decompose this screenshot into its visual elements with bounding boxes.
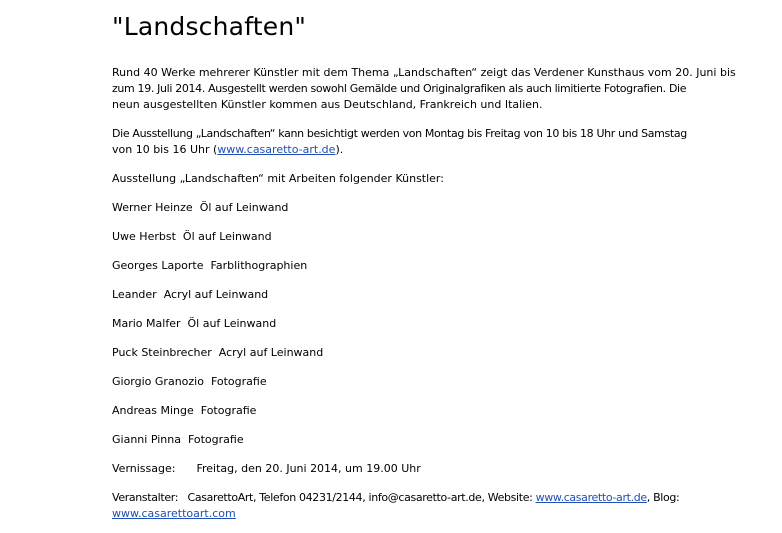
artist-medium: Acryl auf Leinwand — [163, 288, 269, 301]
intro-line-1: Rund 40 Werke mehrerer Künstler mit dem Thema „Landschaften“ zeigt das Verdener Kunsthaus vom 20. Juni bis — [112, 66, 736, 79]
hours-text: von 10 bis 16 Uhr ( — [112, 143, 218, 156]
intro-line-3: neun ausgestellten Künstler kommen aus Deutschland, Frankreich und Italien. — [112, 98, 543, 111]
intro-line-2: zum 19. Juli 2014. Ausgestellt werden sowohl Gemälde und Originalgrafiken als auch limitierte Fotografien. Die — [112, 82, 687, 95]
artist-item — [112, 432, 244, 448]
artist-name: Gianni Pinna — [112, 433, 181, 446]
artist-medium: Fotografie — [200, 404, 257, 417]
artist-item — [112, 229, 272, 245]
artist-name: Andreas Minge — [112, 404, 194, 417]
page-title: "Landschaften" — [112, 12, 307, 41]
organizer-website-link[interactable]: www.casaretto-art.de — [535, 491, 647, 504]
artist-item — [112, 258, 307, 274]
artist-medium: Fotografie — [210, 375, 267, 388]
organizer-value: CasarettoArt, Telefon 04231/2144, info@casaretto-art.de, Website: — [187, 491, 536, 504]
artist-medium: Öl auf Leinwand — [199, 201, 289, 214]
organizer-line-2 — [112, 506, 236, 522]
artist-name: Mario Malfer — [112, 317, 181, 330]
artist-item — [112, 287, 268, 303]
artist-medium: Öl auf Leinwand — [182, 230, 272, 243]
artist-name: Werner Heinze — [112, 201, 193, 214]
artists-heading: Ausstellung „Landschaften“ mit Arbeiten folgender Künstler: — [112, 172, 444, 185]
artist-name: Leander — [112, 288, 157, 301]
casaretto-website-link[interactable]: www.casaretto-art.de — [217, 143, 336, 156]
artist-name: Georges Laporte — [112, 259, 204, 272]
hours-line-1: Die Ausstellung „Landschaften“ kann besichtigt werden von Montag bis Freitag von 10 bis 18 Uhr und Samstag — [112, 127, 687, 140]
artist-name: Uwe Herbst — [112, 230, 176, 243]
artist-name: Giorgio Granozio — [112, 375, 204, 388]
blog-label: , Blog: — [646, 491, 680, 504]
organizer-line-1 — [112, 490, 679, 506]
artist-item — [112, 200, 288, 216]
artist-medium: Fotografie — [187, 433, 244, 446]
artist-medium: Öl auf Leinwand — [187, 317, 277, 330]
artist-item — [112, 345, 323, 361]
organizer-label: Veranstalter: — [112, 491, 179, 504]
hours-text-end: ). — [335, 143, 344, 156]
artist-medium: Acryl auf Leinwand — [218, 346, 324, 359]
artist-medium: Farblithographien — [210, 259, 308, 272]
vernissage-label: Vernissage: — [112, 462, 176, 475]
vernissage-value: Freitag, den 20. Juni 2014, um 19.00 Uhr — [196, 462, 421, 475]
artist-item — [112, 403, 256, 419]
vernissage-line — [112, 461, 421, 477]
artist-item — [112, 316, 276, 332]
artist-name: Puck Steinbrecher — [112, 346, 212, 359]
blog-link[interactable]: www.casarettoart.com — [112, 507, 236, 520]
artist-item — [112, 374, 267, 390]
hours-line-2 — [112, 142, 343, 158]
